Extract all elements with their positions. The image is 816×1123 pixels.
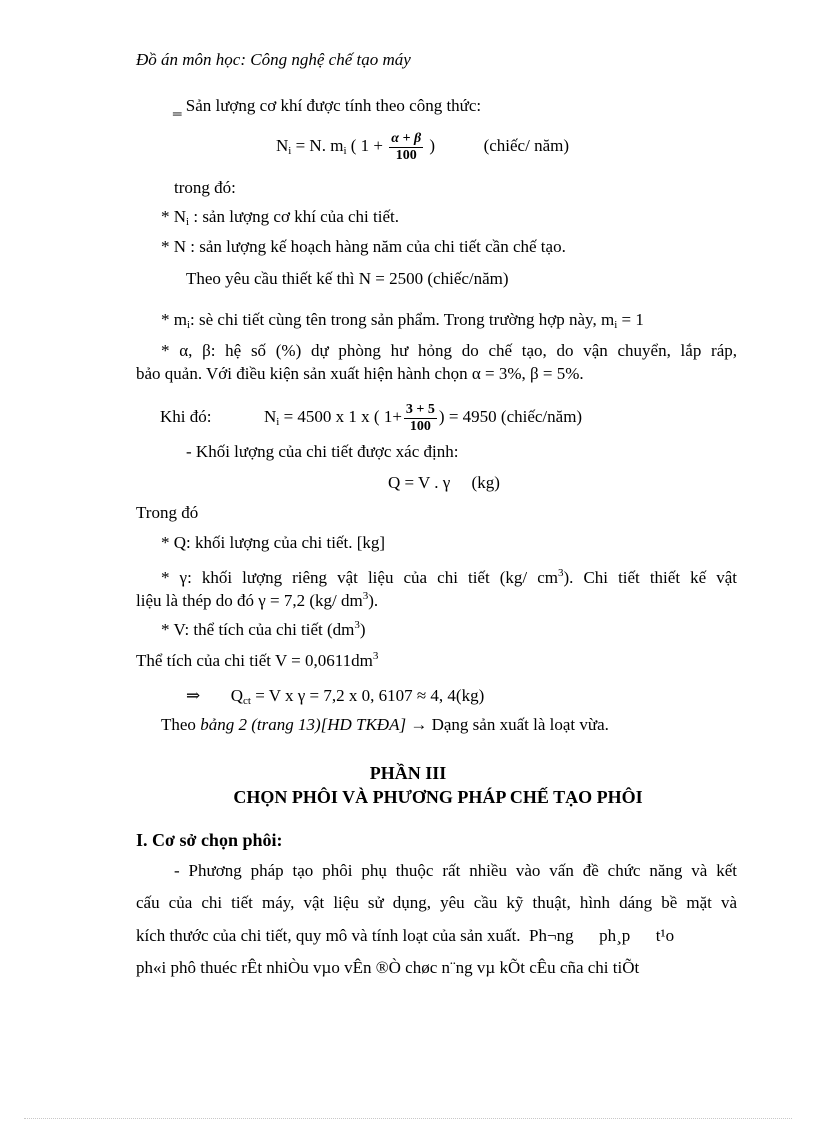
paragraph-line-2: cấu của chi tiết máy, vật liệu sử dụng, yêu cầu kỹ thuật, hình dáng bề mặt và — [136, 893, 737, 912]
production-pre: Theo — [161, 715, 201, 734]
formula-lhs-sub: i — [288, 145, 292, 157]
def-v — [161, 614, 366, 641]
volume-statement — [136, 645, 378, 672]
def-alpha-beta-line2: bảo quản. Với điều kiện sản xuất hiện hành chọn α = 3%, β = 5%. — [136, 364, 584, 383]
dash-bullet: ‗ — [173, 96, 186, 115]
def-gamma2-pre: liệu là thép do đó γ = 7,2 (kg/ dm — [136, 591, 363, 610]
def-gamma-post: ). Chi tiết thiết kế vật — [563, 568, 737, 587]
page-header: Đồ án môn học: Công nghệ chế tạo máy — [136, 50, 411, 69]
bullet-mechanical-output — [173, 95, 481, 117]
def-mi-pre: * m — [161, 310, 187, 329]
fraction-numerator: α + β — [391, 130, 422, 146]
mass-result-sub: ct — [243, 695, 251, 707]
formula-mid-sub: i — [343, 145, 347, 157]
part-subtitle: CHỌN PHÔI VÀ PHƯƠNG PHÁP CHẾ TẠO PHÔI — [233, 787, 643, 807]
fraction-denominator: 100 — [395, 147, 417, 163]
calc-label: Khi đó: — [160, 407, 212, 426]
formula-open: ( 1 + — [350, 136, 383, 155]
formula-mid: = N. m — [295, 136, 344, 155]
formula-close: ) — [429, 136, 436, 155]
part-title: PHẦN III — [369, 763, 447, 783]
production-type — [161, 714, 609, 736]
paragraph-line-3: kích thước của chi tiết, quy mô và tính loạt của sản xuất. Ph¬ng ph¸p t¹o — [136, 926, 675, 945]
formula-calculation — [160, 397, 582, 442]
def-mi — [161, 309, 644, 336]
def-alpha-beta-line1: * α, β: hệ số (%) dự phòng hư hỏng do chế tạo, do vận chuyển, lắp ráp, — [161, 341, 737, 360]
calc-lhs: N — [263, 407, 277, 426]
volume-pre: Thể tích của chi tiết V = 0,0611dm — [136, 651, 373, 670]
def-q: * Q: khối lượng của chi tiết. [kg] — [161, 533, 386, 552]
mass-result — [186, 685, 484, 712]
volume-sup: 3 — [372, 650, 379, 662]
def-v-sup: 3 — [354, 619, 360, 631]
section-heading: I. Cơ sở chọn phôi: — [136, 830, 283, 850]
def-mi-sub2: i — [614, 319, 618, 331]
production-reference: bảng 2 (trang 13)[HD TKĐA] — [200, 715, 407, 734]
def-ni — [161, 206, 399, 233]
right-arrow-icon: → — [406, 715, 432, 734]
formula-unit: (chiếc/ năm) — [483, 136, 570, 155]
def-gamma-line2 — [136, 585, 378, 612]
calc-fraction-numerator: 3 + 5 — [405, 401, 435, 417]
production-post: Dạng sản xuất là loạt vừa. — [431, 715, 609, 734]
def-v-post: ) — [359, 620, 366, 639]
def-ni-post: : sản lượng cơ khí của chi tiết. — [189, 207, 399, 226]
def-ni-pre: * N — [161, 207, 187, 226]
def-gamma-sup: 3 — [557, 567, 564, 579]
def-gamma2-post: ). — [368, 591, 379, 610]
calc-fraction — [404, 402, 437, 435]
calc-lhs-sub: i — [276, 416, 280, 428]
mass-definition: - Khối lượng của chi tiết được xác định: — [186, 442, 459, 461]
def-gamma2-sup: 3 — [362, 590, 369, 602]
formula-output — [276, 128, 569, 169]
def-v-pre: * V: thể tích của chi tiết (dm — [161, 620, 355, 639]
calc-fraction-denominator: 100 — [409, 418, 431, 434]
mass-result-pre: Q — [230, 686, 244, 705]
def-gamma-pre: * γ: khối lượng riêng vật liệu của chi tiết (kg/ cm — [161, 568, 558, 587]
def-mi-sub: i — [186, 319, 191, 331]
formula-fraction — [389, 131, 423, 164]
calc-post: ) = 4950 (chiếc/năm) — [438, 407, 583, 426]
bullet-text: Sản lượng cơ khí được tính theo công thức: — [185, 96, 482, 115]
design-requirement: Theo yêu cầu thiết kế thì N = 2500 (chiếc/năm) — [186, 269, 509, 288]
calc-mid: = 4500 x 1 x ( 1+ — [283, 407, 402, 426]
paragraph-line-4: ph«i phô thuéc rÊt nhiÒu vµo vÊn ®Ò chøc n¨ng vµ kÕt cÊu cña chi tiÕt — [136, 958, 640, 977]
def-mi-mid: : sè chi tiết cùng tên trong sản phẩm. Trong trường hợp này, m — [190, 310, 615, 329]
paragraph-line-1: - Phương pháp tạo phôi phụ thuộc rất nhiều vào vấn đề chức năng và kết — [174, 861, 737, 880]
where-label: trong đó: — [174, 178, 236, 197]
where-label-2: Trong đó — [136, 503, 199, 522]
def-ni-sub: i — [186, 216, 190, 228]
mass-result-post: = V x γ = 7,2 x 0, 6107 ≈ 4, 4(kg) — [250, 686, 485, 705]
def-n: * N : sản lượng kế hoạch hàng năm của chi tiết cần chế tạo. — [161, 237, 566, 256]
page-bottom-rule — [24, 1118, 792, 1119]
implies-arrow-icon: ⇒ — [186, 686, 201, 705]
def-mi-post: = 1 — [617, 310, 644, 329]
formula-lhs: N — [276, 136, 289, 155]
mass-formula: Q = V . γ (kg) — [388, 473, 500, 492]
